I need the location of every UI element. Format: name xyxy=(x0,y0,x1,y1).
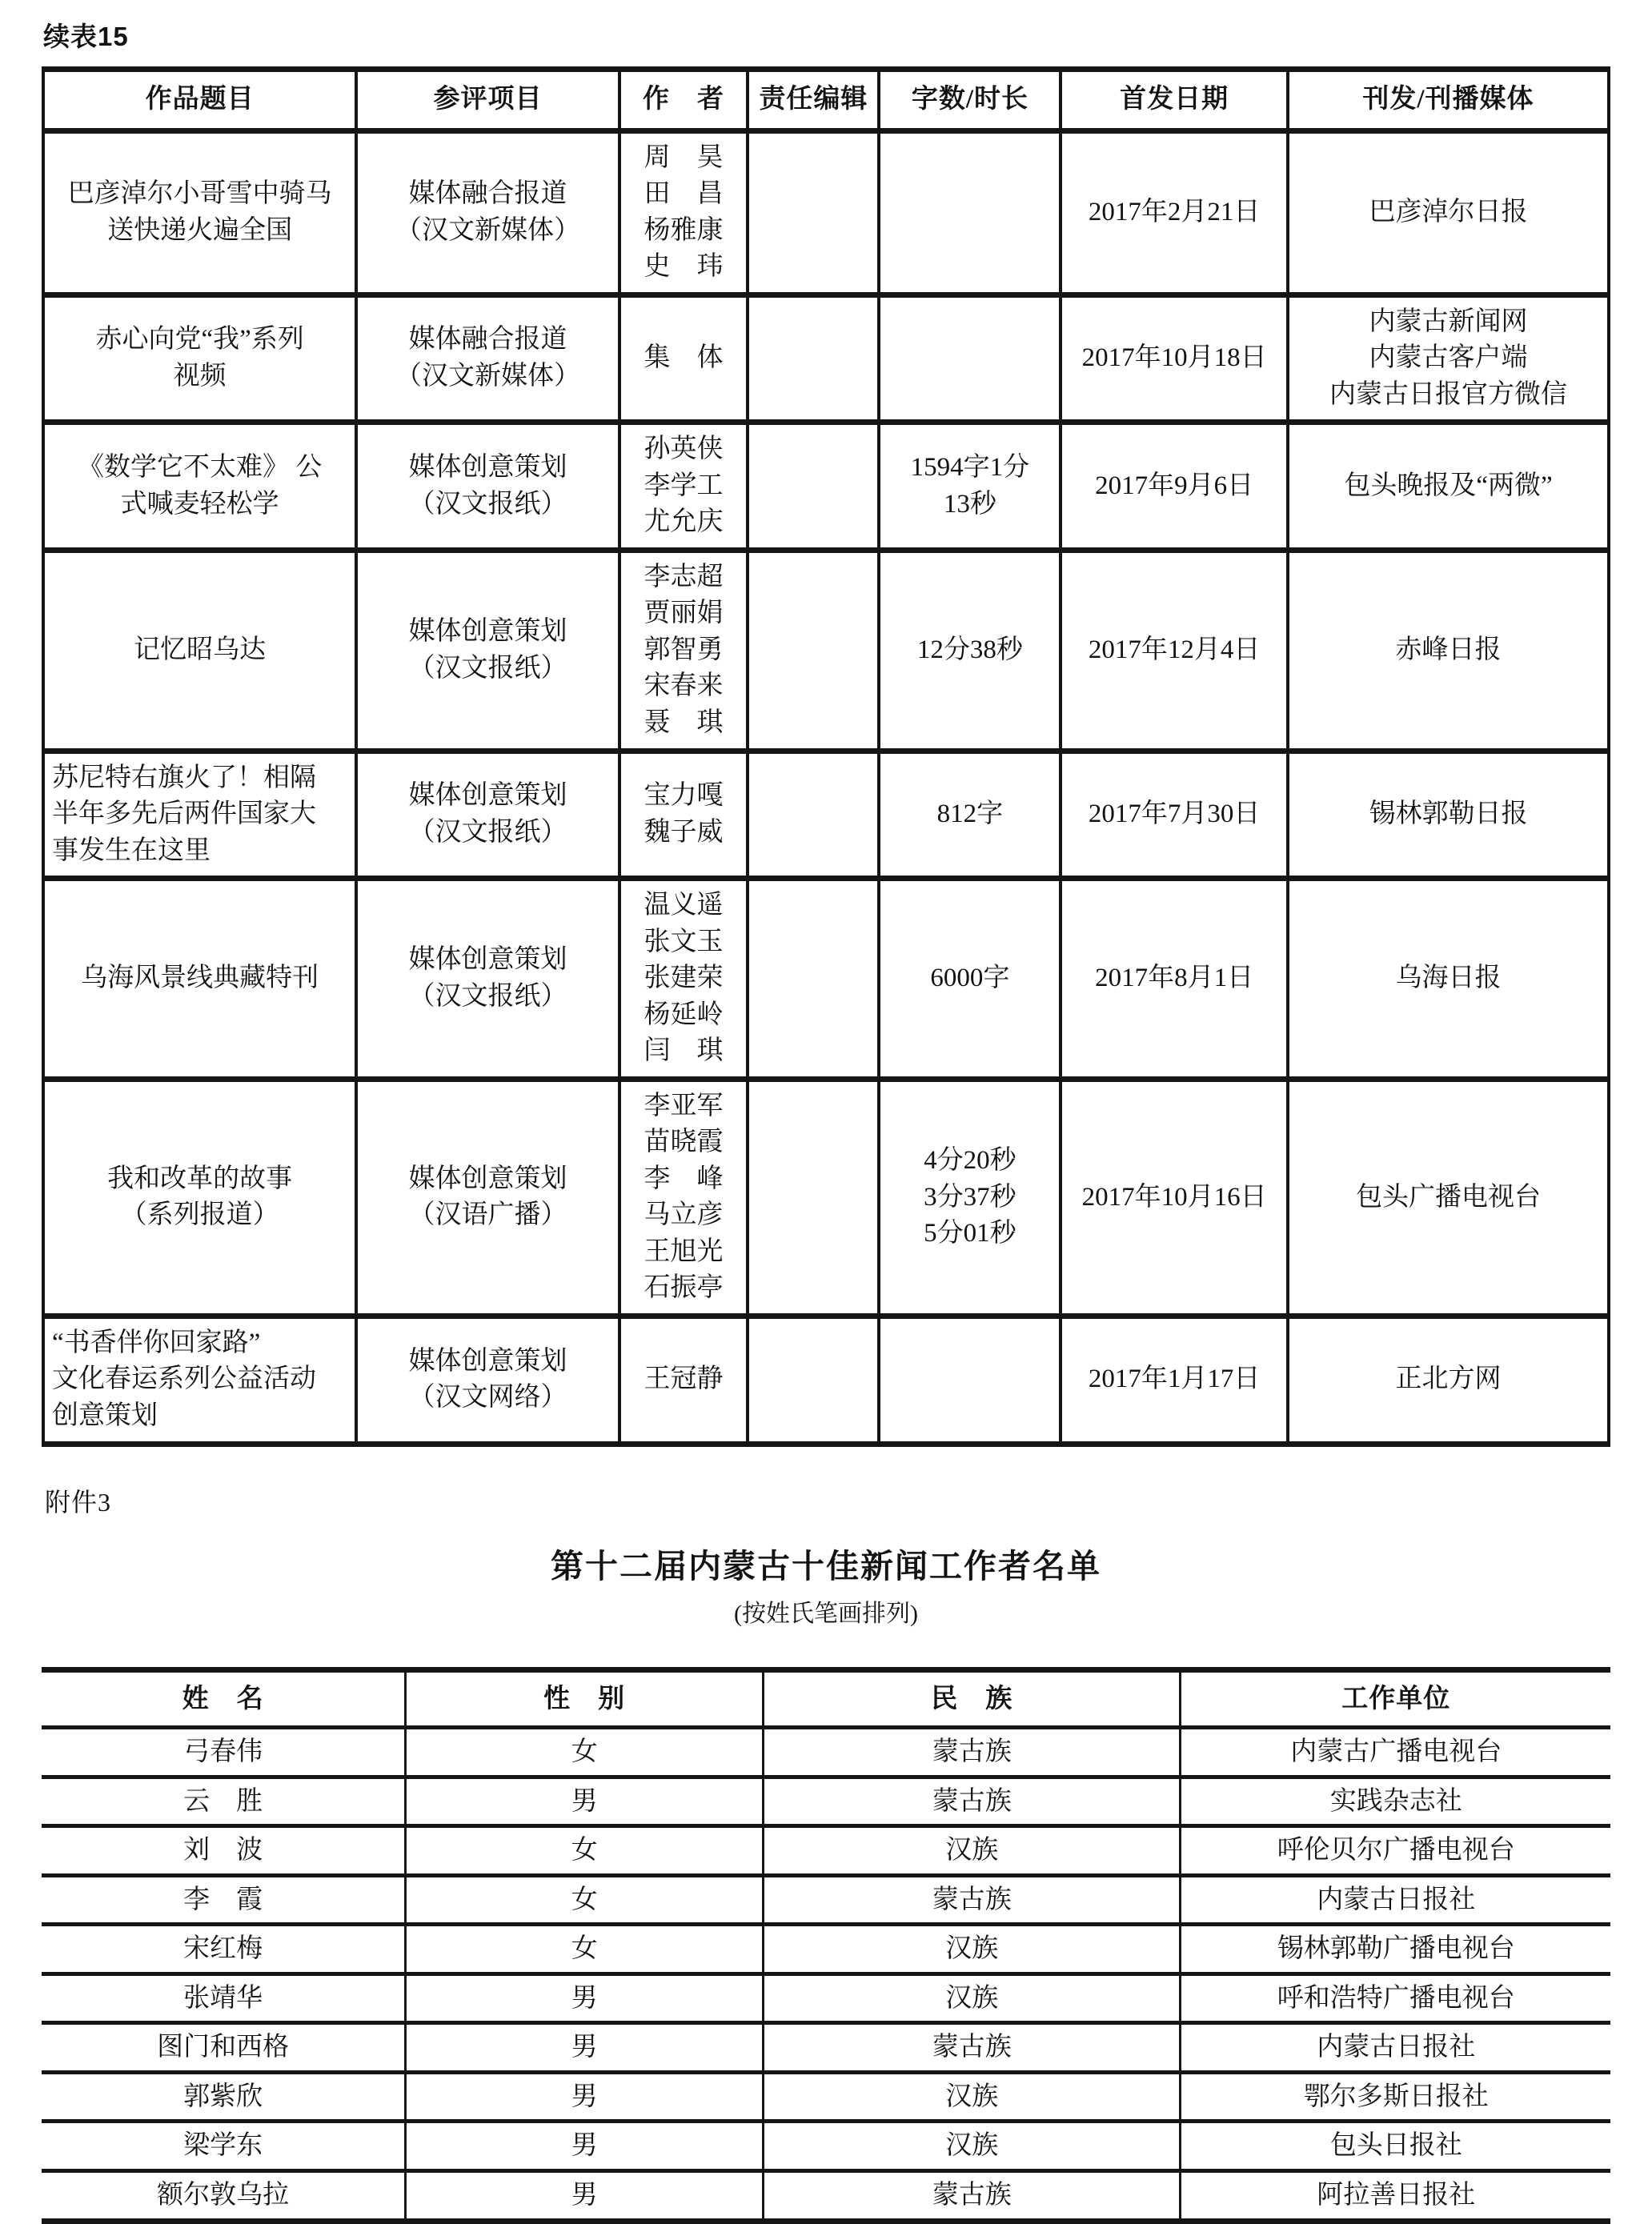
author-name: 王旭光 xyxy=(644,1236,724,1266)
gender-cell: 男 xyxy=(406,1974,764,2023)
authors-cell xyxy=(620,751,748,879)
category-cell xyxy=(356,423,620,551)
category-line: 媒体创意策划 xyxy=(408,1346,567,1376)
length-cell xyxy=(879,423,1061,551)
work-title-cell xyxy=(43,550,356,751)
category-cell xyxy=(356,130,620,295)
date-cell: 2017年10月16日 xyxy=(1061,1079,1288,1316)
length-line: 13秒 xyxy=(943,489,996,519)
works-table-row xyxy=(43,550,1609,751)
gender-cell: 女 xyxy=(406,1728,764,1777)
work-title-cell xyxy=(43,879,356,1080)
author-name: 杨雅康 xyxy=(644,215,724,245)
work-title-line: 视频 xyxy=(173,361,227,391)
media-line: 包头广播电视台 xyxy=(1355,1182,1541,1212)
ethnicity-cell: 汉族 xyxy=(764,2072,1181,2122)
author-name: 宋春来 xyxy=(644,671,724,701)
ethnicity-cell: 蒙古族 xyxy=(764,1777,1181,1826)
date-cell: 2017年12月4日 xyxy=(1061,550,1288,751)
organization-cell: 鄂尔多斯日报社 xyxy=(1181,2072,1610,2122)
category-line: 媒体创意策划 xyxy=(408,617,567,647)
works-table xyxy=(42,66,1610,1447)
media-cell xyxy=(1288,751,1609,879)
media-line: 乌海日报 xyxy=(1395,964,1502,993)
category-cell xyxy=(356,1079,620,1316)
name-cell: 弓春伟 xyxy=(42,1728,406,1777)
authors-cell xyxy=(620,295,748,423)
date-cell: 2017年8月1日 xyxy=(1061,879,1288,1080)
work-title-line: 送快递火遍全国 xyxy=(107,215,293,245)
date-cell: 2017年9月6日 xyxy=(1061,423,1288,551)
name-cell: 宋红梅 xyxy=(42,1925,406,1974)
authors-cell xyxy=(620,130,748,295)
author-name: 宝力嘎 xyxy=(644,781,724,811)
organization-cell: 呼和浩特广播电视台 xyxy=(1181,1974,1610,2023)
attachment-label: 附件3 xyxy=(45,1487,112,1517)
length-line: 812字 xyxy=(936,799,1004,829)
awards-table xyxy=(42,1667,1610,2224)
category-line: （汉语广播） xyxy=(408,1200,567,1230)
organization-cell: 实践杂志社 xyxy=(1181,1777,1610,1826)
organization-cell: 内蒙古广播电视台 xyxy=(1181,1728,1610,1777)
author-name: 尤允庆 xyxy=(644,507,724,537)
authors-cell xyxy=(620,423,748,551)
name-cell: 刘 波 xyxy=(42,1826,406,1876)
gender-cell: 男 xyxy=(406,2122,764,2171)
media-cell xyxy=(1288,423,1609,551)
date-cell: 2017年1月17日 xyxy=(1061,1316,1288,1444)
length-line: 6000字 xyxy=(930,964,1010,993)
category-line: （汉文报纸） xyxy=(408,489,567,519)
work-title-line: 文化春运系列公益活动 xyxy=(52,1364,316,1394)
organization-cell: 内蒙古日报社 xyxy=(1181,2023,1610,2073)
author-name: 史 玮 xyxy=(644,252,724,282)
editor-cell xyxy=(748,423,879,551)
work-title-line: 巴彦淖尔小哥雪中骑马 xyxy=(67,179,332,209)
ethnicity-cell: 蒙古族 xyxy=(764,1728,1181,1777)
ethnicity-cell: 蒙古族 xyxy=(764,1875,1181,1925)
author-name: 李志超 xyxy=(644,562,724,591)
author-name: 田 昌 xyxy=(644,179,724,209)
category-cell xyxy=(356,550,620,751)
length-line: 5分01秒 xyxy=(924,1219,1016,1248)
awards-table-row xyxy=(42,1777,1610,1826)
name-cell: 郭紫欣 xyxy=(42,2072,406,2122)
editor-cell xyxy=(748,751,879,879)
awards-table-row xyxy=(42,1728,1610,1777)
works-table-row xyxy=(43,1316,1609,1444)
length-cell xyxy=(879,1079,1061,1316)
list-subtitle: (按姓氏笔画排列) xyxy=(734,1600,918,1627)
organization-cell: 内蒙古日报社 xyxy=(1181,1875,1610,1925)
awards-header-cell: 工作单位 xyxy=(1181,1669,1610,1728)
author-name: 贾丽娟 xyxy=(644,599,724,628)
work-title-line: 半年多先后两件国家大 xyxy=(52,799,316,829)
author-name: 李亚军 xyxy=(644,1091,724,1120)
work-title-line: 事发生在这里 xyxy=(52,836,211,865)
awards-header-cell: 性 别 xyxy=(406,1669,764,1728)
editor-cell xyxy=(748,295,879,423)
author-name: 张建荣 xyxy=(644,964,724,993)
works-table-row xyxy=(43,1079,1609,1316)
category-cell xyxy=(356,1316,620,1444)
category-line: （汉文报纸） xyxy=(408,653,567,683)
date-cell: 2017年10月18日 xyxy=(1061,295,1288,423)
gender-cell: 男 xyxy=(406,2072,764,2122)
media-line: 锡林郭勒日报 xyxy=(1369,799,1528,829)
organization-cell: 阿拉善日报社 xyxy=(1181,2171,1610,2222)
media-line: 包头晚报及“两微” xyxy=(1344,471,1553,500)
length-line: 12分38秒 xyxy=(916,635,1023,664)
date-cell: 2017年7月30日 xyxy=(1061,751,1288,879)
ethnicity-cell: 汉族 xyxy=(764,1925,1181,1974)
category-cell xyxy=(356,295,620,423)
author-name: 聂 琪 xyxy=(644,707,724,737)
media-line: 内蒙古新闻网 xyxy=(1369,307,1528,336)
author-name: 张文玉 xyxy=(644,927,724,956)
length-cell xyxy=(879,879,1061,1080)
authors-cell xyxy=(620,550,748,751)
work-title-cell xyxy=(43,423,356,551)
work-title-line: 我和改革的故事 xyxy=(107,1164,293,1193)
work-title-cell xyxy=(43,751,356,879)
media-cell xyxy=(1288,1079,1609,1316)
awards-table-row xyxy=(42,1875,1610,1925)
category-line: （汉文新媒体） xyxy=(395,361,580,391)
work-title-line: 乌海风景线典藏特刊 xyxy=(81,964,319,993)
media-cell xyxy=(1288,295,1609,423)
length-line: 4分20秒 xyxy=(924,1146,1016,1176)
media-line: 巴彦淖尔日报 xyxy=(1369,197,1528,226)
author-name: 杨延岭 xyxy=(644,1000,724,1029)
works-table-row xyxy=(43,295,1609,423)
ethnicity-cell: 蒙古族 xyxy=(764,2023,1181,2073)
awards-table-row xyxy=(42,2122,1610,2171)
media-line: 内蒙古日报官方微信 xyxy=(1329,379,1567,409)
editor-cell xyxy=(748,1316,879,1444)
awards-table-row xyxy=(42,2171,1610,2222)
name-cell: 额尔敦乌拉 xyxy=(42,2171,406,2222)
media-cell xyxy=(1288,550,1609,751)
awards-header-cell: 民 族 xyxy=(764,1669,1181,1728)
length-line: 3分37秒 xyxy=(924,1182,1016,1212)
name-cell: 张靖华 xyxy=(42,1974,406,2023)
category-line: （汉文报纸） xyxy=(408,817,567,847)
works-header-cell: 首发日期 xyxy=(1061,70,1288,131)
works-header-cell: 参评项目 xyxy=(356,70,620,131)
media-cell xyxy=(1288,130,1609,295)
authors-cell xyxy=(620,1316,748,1444)
gender-cell: 女 xyxy=(406,1826,764,1876)
works-table-row xyxy=(43,879,1609,1080)
works-table-row xyxy=(43,751,1609,879)
gender-cell: 女 xyxy=(406,1925,764,1974)
work-title-line: 式喊麦轻松学 xyxy=(120,489,279,519)
authors-cell xyxy=(620,879,748,1080)
awards-header-cell: 姓 名 xyxy=(42,1669,406,1728)
author-name: 魏子威 xyxy=(644,817,724,847)
works-header-cell: 刊发/刊播媒体 xyxy=(1288,70,1609,131)
works-header-cell: 作 者 xyxy=(620,70,748,131)
author-name: 温义遥 xyxy=(644,891,724,920)
media-cell xyxy=(1288,1316,1609,1444)
name-cell: 图门和西格 xyxy=(42,2023,406,2073)
list-title: 第十二届内蒙古十佳新闻工作者名单 xyxy=(551,1547,1101,1585)
author-name: 孙英侠 xyxy=(644,435,724,464)
organization-cell: 呼伦贝尔广播电视台 xyxy=(1181,1826,1610,1876)
media-line: 内蒙古客户端 xyxy=(1369,343,1528,373)
editor-cell xyxy=(748,1079,879,1316)
name-cell: 云 胜 xyxy=(42,1777,406,1826)
length-cell xyxy=(879,751,1061,879)
category-line: （汉文新媒体） xyxy=(395,215,580,245)
media-line: 正北方网 xyxy=(1395,1364,1502,1394)
awards-table-row xyxy=(42,2023,1610,2073)
ethnicity-cell: 汉族 xyxy=(764,2122,1181,2171)
editor-cell xyxy=(748,130,879,295)
category-line: 媒体创意策划 xyxy=(408,945,567,975)
work-title-line: （系列报道） xyxy=(120,1200,279,1230)
author-name: 闫 琪 xyxy=(644,1036,724,1066)
works-header-cell: 作品题目 xyxy=(43,70,356,131)
ethnicity-cell: 汉族 xyxy=(764,1826,1181,1876)
date-cell: 2017年2月21日 xyxy=(1061,130,1288,295)
author-name: 马立彦 xyxy=(644,1200,724,1230)
awards-table-row xyxy=(42,1925,1610,1974)
category-line: 媒体创意策划 xyxy=(408,453,567,483)
category-cell xyxy=(356,879,620,1080)
length-cell xyxy=(879,295,1061,423)
category-cell xyxy=(356,751,620,879)
works-header-cell: 字数/时长 xyxy=(879,70,1061,131)
author-name: 李 峰 xyxy=(644,1164,724,1193)
category-line: （汉文报纸） xyxy=(408,981,567,1011)
awards-header-row xyxy=(42,1669,1610,1728)
awards-table-row xyxy=(42,2072,1610,2122)
continued-table-label: 续表15 xyxy=(43,22,129,51)
length-line: 1594字1分 xyxy=(910,453,1030,483)
work-title-line: 赤心向党“我”系列 xyxy=(95,325,304,355)
author-name: 石振亭 xyxy=(644,1273,724,1303)
editor-cell xyxy=(748,879,879,1080)
category-line: 媒体融合报道 xyxy=(408,325,567,355)
gender-cell: 男 xyxy=(406,2171,764,2222)
works-table-row xyxy=(43,130,1609,295)
media-cell xyxy=(1288,879,1609,1080)
gender-cell: 男 xyxy=(406,2023,764,2073)
author-name: 李学工 xyxy=(644,471,724,500)
works-header-cell: 责任编辑 xyxy=(748,70,879,131)
work-title-cell xyxy=(43,295,356,423)
organization-cell: 锡林郭勒广播电视台 xyxy=(1181,1925,1610,1974)
awards-table-row xyxy=(42,1826,1610,1876)
name-cell: 梁学东 xyxy=(42,2122,406,2171)
length-cell xyxy=(879,550,1061,751)
work-title-cell xyxy=(43,1316,356,1444)
author-name: 郭智勇 xyxy=(644,635,724,664)
work-title-cell xyxy=(43,130,356,295)
works-header-row xyxy=(43,70,1609,131)
gender-cell: 男 xyxy=(406,1777,764,1826)
work-title-line: 记忆昭乌达 xyxy=(134,635,267,664)
works-table-row xyxy=(43,423,1609,551)
work-title-line: 创意策划 xyxy=(52,1401,158,1430)
work-title-line: 《数学它不太难》 公 xyxy=(77,453,323,483)
media-line: 赤峰日报 xyxy=(1395,635,1502,664)
organization-cell: 包头日报社 xyxy=(1181,2122,1610,2171)
category-line: 媒体创意策划 xyxy=(408,781,567,811)
author-name: 苗晓霞 xyxy=(644,1128,724,1157)
ethnicity-cell: 蒙古族 xyxy=(764,2171,1181,2222)
author-name: 集 体 xyxy=(644,343,724,373)
category-line: 媒体融合报道 xyxy=(408,179,567,209)
awards-table-row xyxy=(42,1974,1610,2023)
category-line: 媒体创意策划 xyxy=(408,1164,567,1193)
work-title-cell xyxy=(43,1079,356,1316)
name-cell: 李 霞 xyxy=(42,1875,406,1925)
author-name: 王冠静 xyxy=(644,1364,724,1394)
category-line: （汉文网络） xyxy=(408,1383,567,1413)
length-cell xyxy=(879,1316,1061,1444)
work-title-line: 苏尼特右旗火了！相隔 xyxy=(52,763,316,792)
work-title-line: “书香伴你回家路” xyxy=(52,1328,261,1357)
length-cell xyxy=(879,130,1061,295)
ethnicity-cell: 汉族 xyxy=(764,1974,1181,2023)
author-name: 周 昊 xyxy=(644,142,724,172)
gender-cell: 女 xyxy=(406,1875,764,1925)
authors-cell xyxy=(620,1079,748,1316)
editor-cell xyxy=(748,550,879,751)
